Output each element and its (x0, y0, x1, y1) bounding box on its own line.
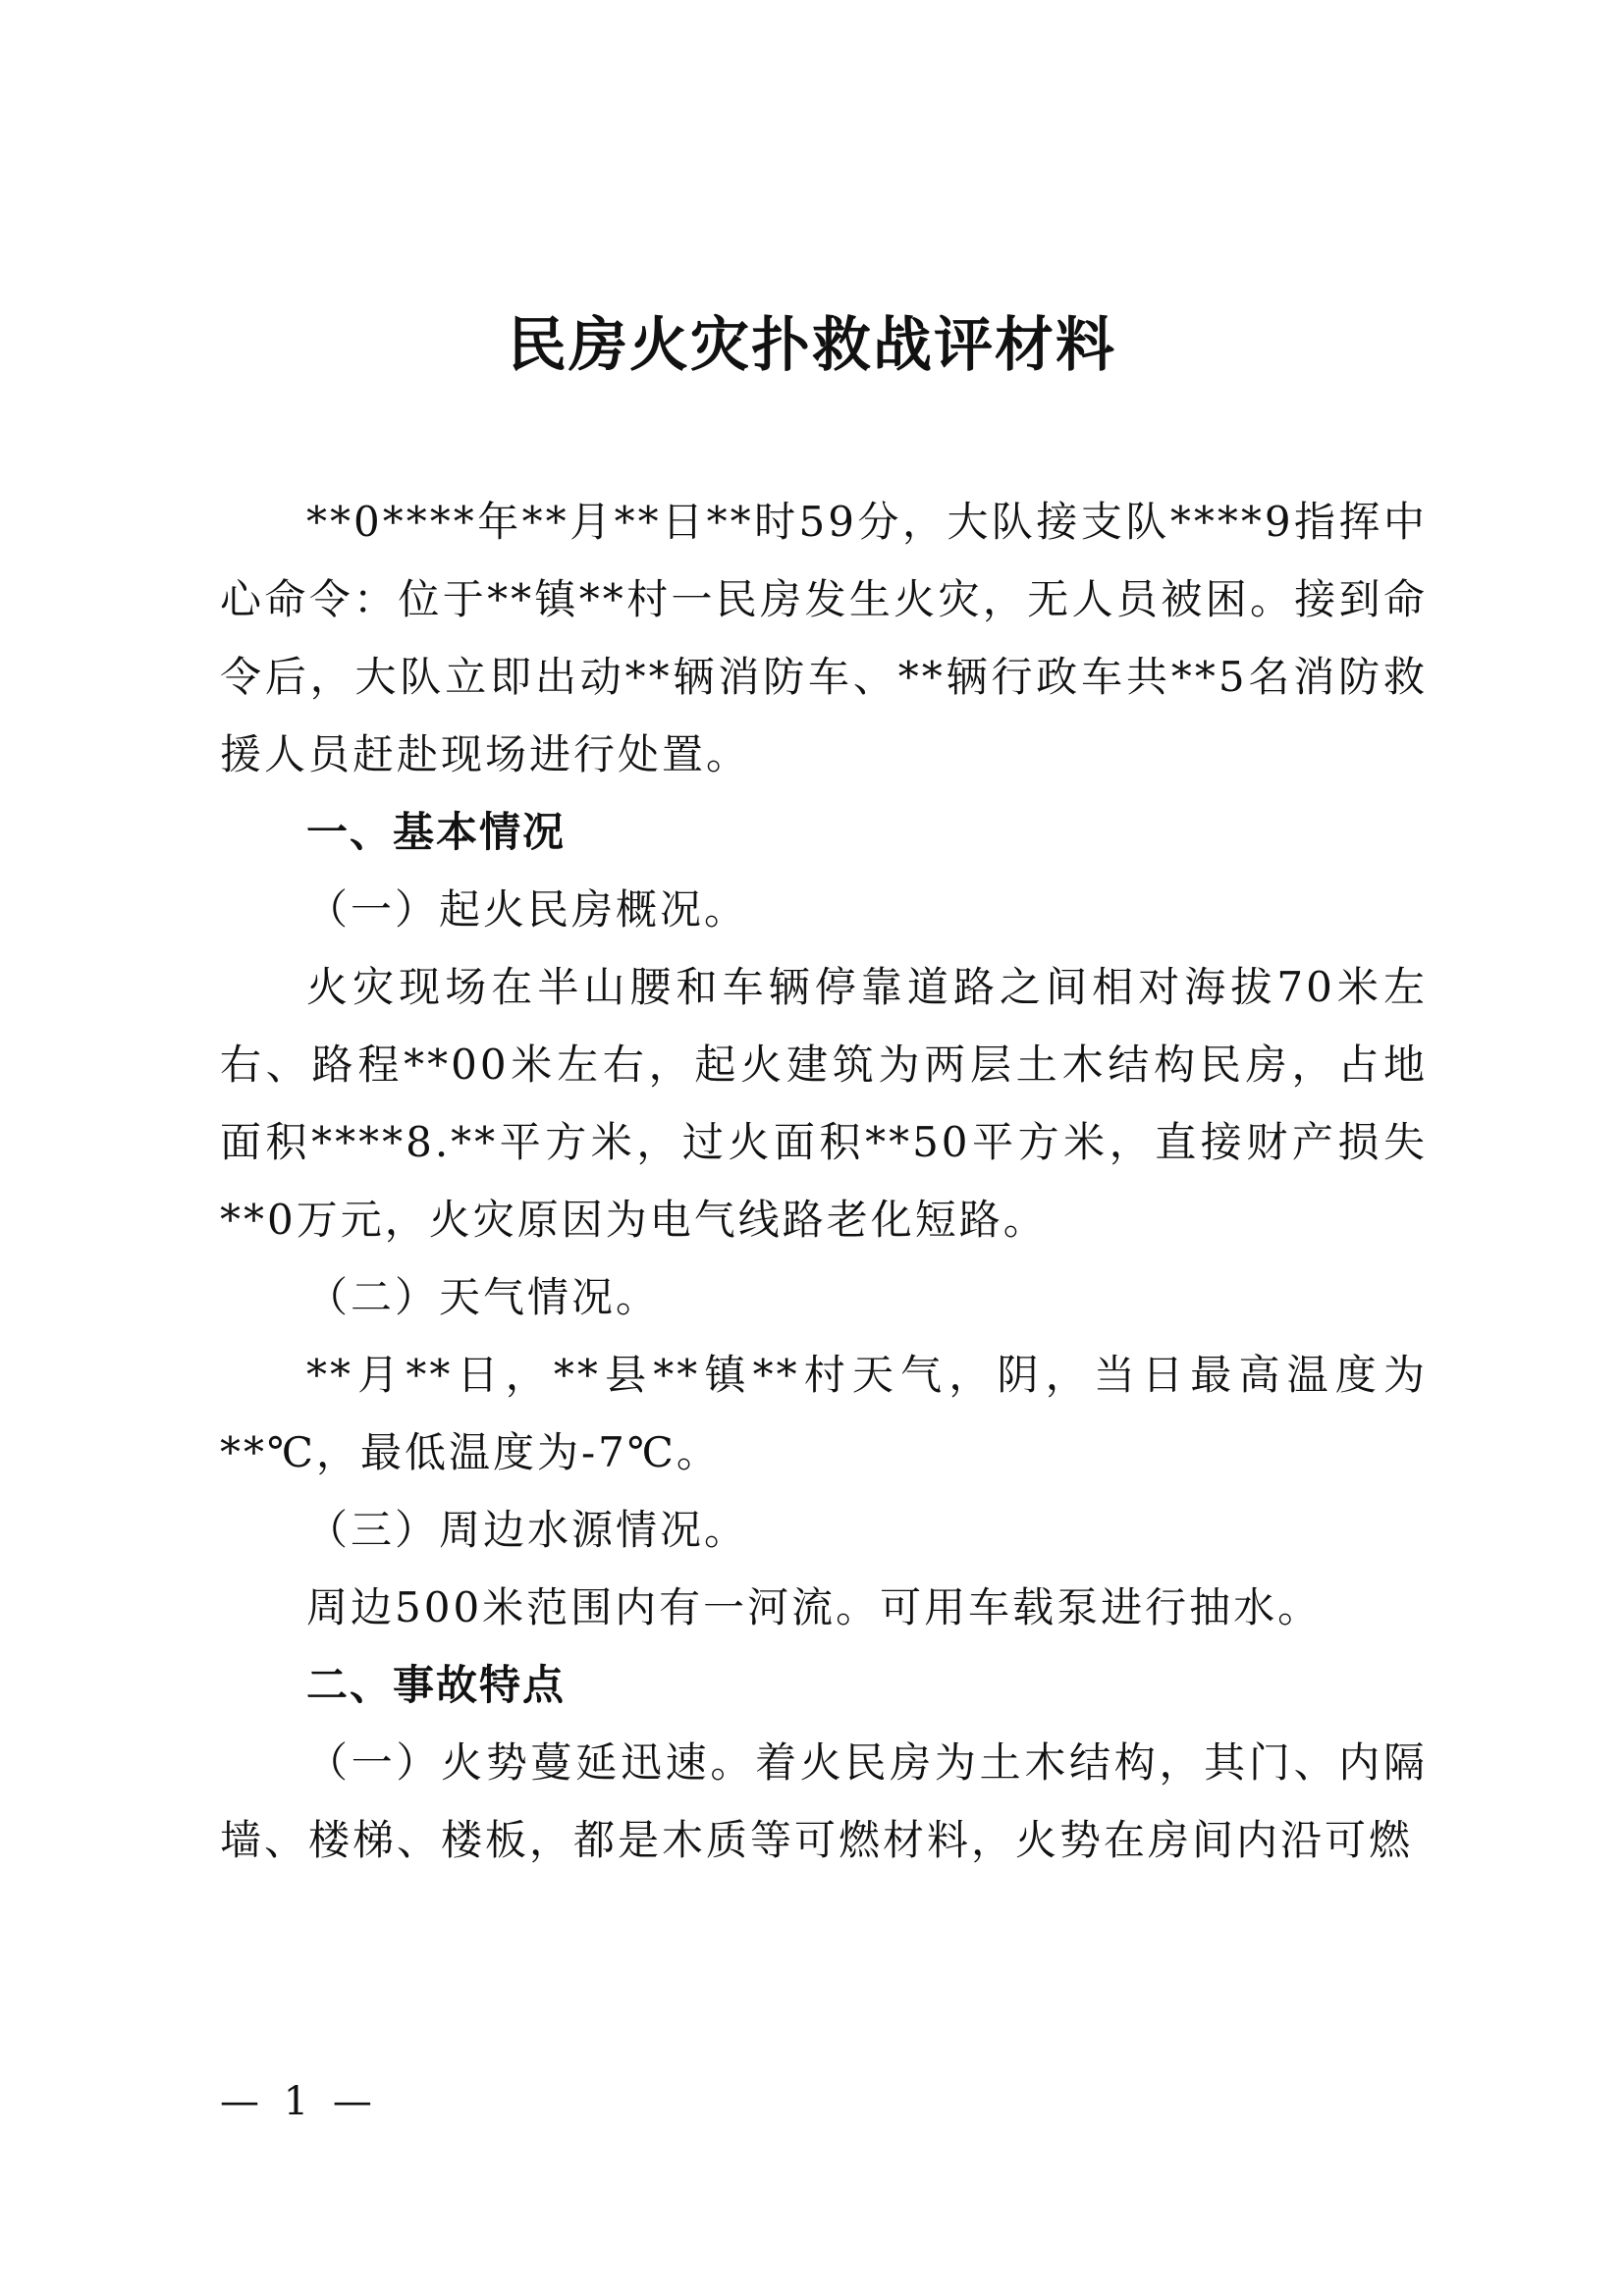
section-heading-incident-features: 二、事故特点 (306, 1661, 567, 1709)
weather-paragraph: **月**日，**县**镇**村天气，阴，当日最高温度为**℃，最低温度为-7℃。 (220, 1351, 1428, 1476)
document-title: 民房火灾扑救战评材料 (508, 311, 1116, 380)
document-body (220, 483, 1428, 1879)
subsection-heading-water-source: （三）周边水源情况。 (306, 1506, 749, 1554)
subsection-heading-house-overview: （一）起火民房概况。 (306, 885, 749, 934)
fire-spread-paragraph: （一）火势蔓延迅速。着火民房为土木结构，其门、内隔墙、楼梯、楼板，都是木质等可燃材料，火势在房间内沿可燃 (220, 1738, 1428, 1864)
page-number: — 1 — (220, 2079, 378, 2124)
water-source-paragraph: 周边500米范围内有一河流。可用车载泵进行抽水。 (306, 1583, 1323, 1631)
subsection-heading-weather: （二）天气情况。 (306, 1273, 661, 1321)
section-heading-basic-info: 一、基本情况 (306, 808, 567, 856)
intro-paragraph: **0****年**月**日**时59分，大队接支队****9指挥中心命令：位于**镇**村一民房发生火灾，无人员被困。接到命令后，大队立即出动**辆消防车、**辆行政车共**5名消防救援人员赶赴现场进行处置。 (220, 498, 1428, 778)
house-overview-paragraph: 火灾现场在半山腰和车辆停靠道路之间相对海拔70米左右、路程**00米左右，起火建筑为两层土木结构民房，占地面积****8.**平方米，过火面积**50平方米，直接财产损失**0万元，火灾原因为电气线路老化短路。 (220, 963, 1428, 1244)
